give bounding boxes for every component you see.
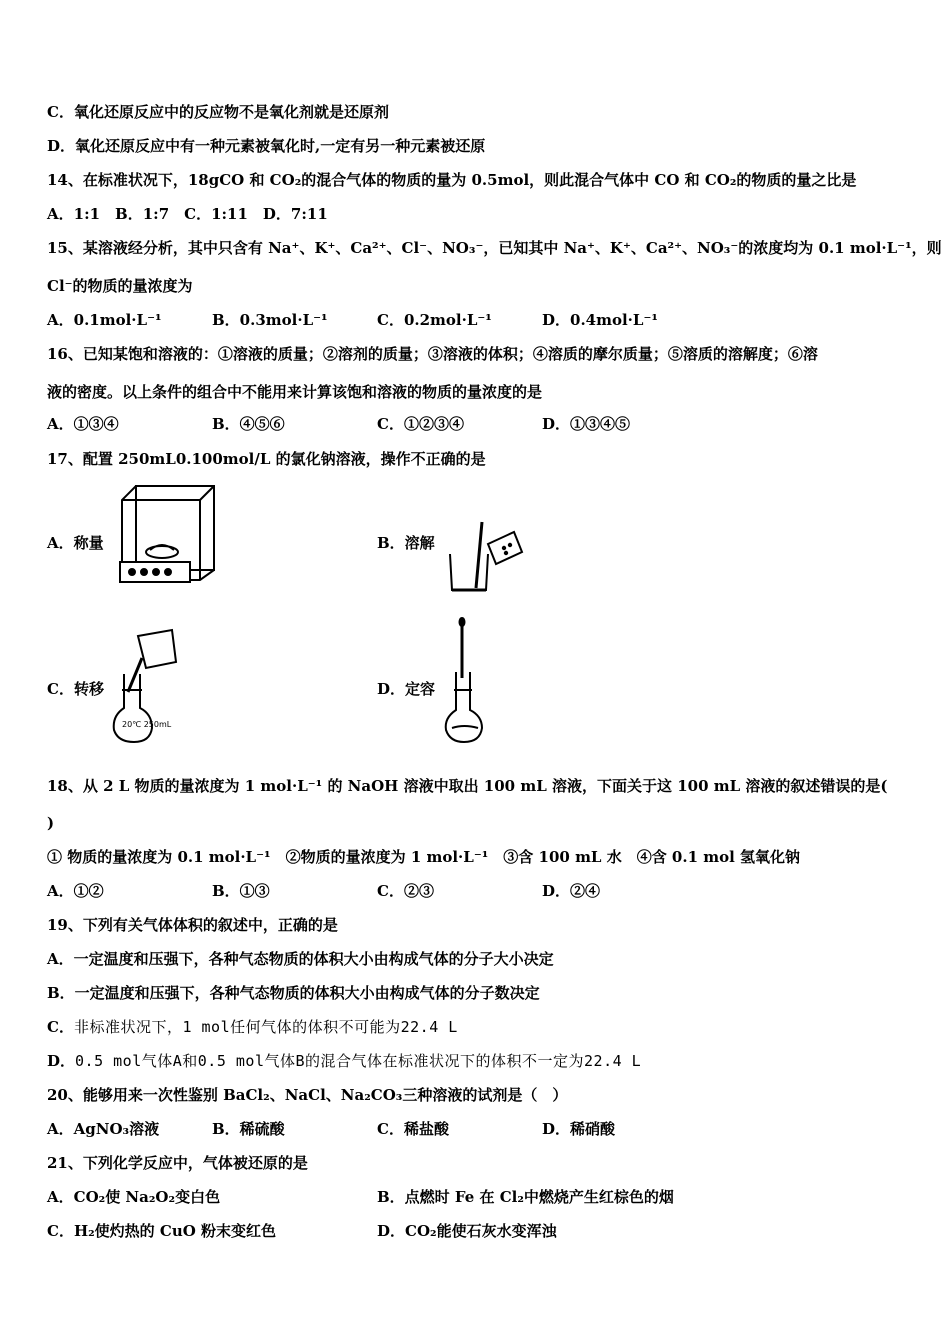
q20-stem: 20、能够用来一次性鉴别 BaCl₂、NaCl、Na₂CO₃三种溶液的试剂是（ ） xyxy=(47,1086,568,1104)
q19-option-c xyxy=(47,1017,458,1037)
balance-button xyxy=(129,569,135,575)
q14-stem: 14、在标准状况下，18gCO 和 CO₂的混合气体的物质的量为 0.5mol，则此混合气体中 CO 和 CO₂的物质的量之比是 xyxy=(47,171,857,189)
q19-stem: 19、下列有关气体体积的叙述中，正确的是 xyxy=(47,916,338,934)
q21-stem: 21、下列化学反应中，气体被还原的是 xyxy=(47,1154,308,1172)
q21-option-b: B．点燃时 Fe 在 Cl₂中燃烧产生红棕色的烟 xyxy=(377,1188,674,1206)
q18-stem-line2: ) xyxy=(47,814,55,832)
flask-label: 20℃ 250mL xyxy=(122,720,172,729)
volumetric-flask xyxy=(446,672,482,742)
q21-option-c: C．H₂使灼热的 CuO 粉末变红色 xyxy=(47,1222,277,1240)
q16-option-b: B．④⑤⑥ xyxy=(212,415,285,433)
q15-option-d: D．0.4mol·L⁻¹ xyxy=(542,311,658,329)
q19-option-d-text: 0.5 mol气体A和0.5 mol气体B的混合气体在标准状况下的体积不一定为22.4 L xyxy=(75,1052,642,1070)
q17-stem: 17、配置 250mL0.100mol/L 的氯化钠溶液，操作不正确的是 xyxy=(47,450,486,468)
q16-option-d: D．①③④⑤ xyxy=(542,415,631,433)
dissolving-figure xyxy=(442,518,524,596)
q16-option-a: A．①③④ xyxy=(47,415,119,433)
q17-option-b: B．溶解 xyxy=(377,534,435,552)
q18-statements: ① 物质的量浓度为 0.1 mol·L⁻¹ ②物质的量浓度为 1 mol·L⁻¹ ③含 100 mL 水 ④含 0.1 mol 氢氧化钠 xyxy=(47,848,801,866)
q17-option-d: D．定容 xyxy=(377,680,436,698)
balance-button xyxy=(153,569,159,575)
q18-option-a: A．①② xyxy=(47,882,104,900)
q15-option-a: A．0.1mol·L⁻¹ xyxy=(47,311,162,329)
q19-option-c-prefix: C． xyxy=(47,1018,74,1036)
q19-option-d xyxy=(47,1051,641,1071)
q18-option-b: B．①③ xyxy=(212,882,270,900)
q18-option-d: D．②④ xyxy=(542,882,601,900)
q15-stem-line2: Cl⁻的物质的量浓度为 xyxy=(47,277,193,295)
transfer-figure xyxy=(110,628,182,744)
q17-option-a: A．称量 xyxy=(47,534,104,552)
q16-stem-line1: 16、已知某饱和溶液的：①溶液的质量；②溶剂的质量；③溶液的体积；④溶质的摩尔质量；⑤溶质的溶解度；⑥溶 xyxy=(47,345,818,363)
q20-option-c: C．稀盐酸 xyxy=(377,1120,449,1138)
q19-option-b: B．一定温度和压强下，各种气态物质的体积大小由构成气体的分子数决定 xyxy=(47,984,540,1002)
balance-pan xyxy=(146,546,178,558)
q21-option-d: D．CO₂能使石灰水变浑浊 xyxy=(377,1222,557,1240)
q20-option-b: B．稀硫酸 xyxy=(212,1120,285,1138)
q13-option-c: C．氧化还原反应中的反应物不是氧化剂就是还原剂 xyxy=(47,103,389,121)
transfer-beaker xyxy=(138,630,176,668)
q21-option-a: A．CO₂使 Na₂O₂变白色 xyxy=(47,1188,221,1206)
balance-button xyxy=(165,569,171,575)
volumetric-flask xyxy=(114,674,152,742)
q18-stem-line1: 18、从 2 L 物质的量浓度为 1 mol·L⁻¹ 的 NaOH 溶液中取出 100 mL 溶液，下面关于这 100 mL 溶液的叙述错误的是( xyxy=(47,777,888,795)
q15-stem-line1: 15、某溶液经分析，其中只含有 Na⁺、K⁺、Ca²⁺、Cl⁻、NO₃⁻，已知其中 Na⁺、K⁺、Ca²⁺、NO₃⁻的浓度均为 0.1 mol·L⁻¹，则 xyxy=(47,239,942,257)
q19-option-c-text: 非标准状况下，1 mol任何气体的体积不可能为22.4 L xyxy=(73,1018,458,1036)
q16-stem-line2: 液的密度。以上条件的组合中不能用来计算该饱和溶液的物质的量浓度的是 xyxy=(47,383,543,401)
q20-option-d: D．稀硝酸 xyxy=(542,1120,616,1138)
glass-rod xyxy=(476,522,482,588)
q13-option-d: D．氧化还原反应中有一种元素被氧化时,一定有另一种元素被还原 xyxy=(47,137,486,155)
q20-option-a: A．AgNO₃溶液 xyxy=(47,1120,160,1138)
q19-option-a: A．一定温度和压强下，各种气态物质的体积大小由构成气体的分子大小决定 xyxy=(47,950,554,968)
beaker xyxy=(450,554,488,590)
q15-option-c: C．0.2mol·L⁻¹ xyxy=(377,311,492,329)
constant-volume-figure xyxy=(440,616,490,746)
q16-option-c: C．①②③④ xyxy=(377,415,464,433)
balance-button xyxy=(141,569,147,575)
q19-option-d-prefix: D． xyxy=(47,1052,76,1070)
balance-figure xyxy=(112,484,220,590)
q18-option-c: C．②③ xyxy=(377,882,434,900)
q14-options: A．1:1 B．1:7 C．1:11 D．7:11 xyxy=(47,205,328,223)
q17-option-c: C．转移 xyxy=(47,680,104,698)
q15-option-b: B．0.3mol·L⁻¹ xyxy=(212,311,328,329)
